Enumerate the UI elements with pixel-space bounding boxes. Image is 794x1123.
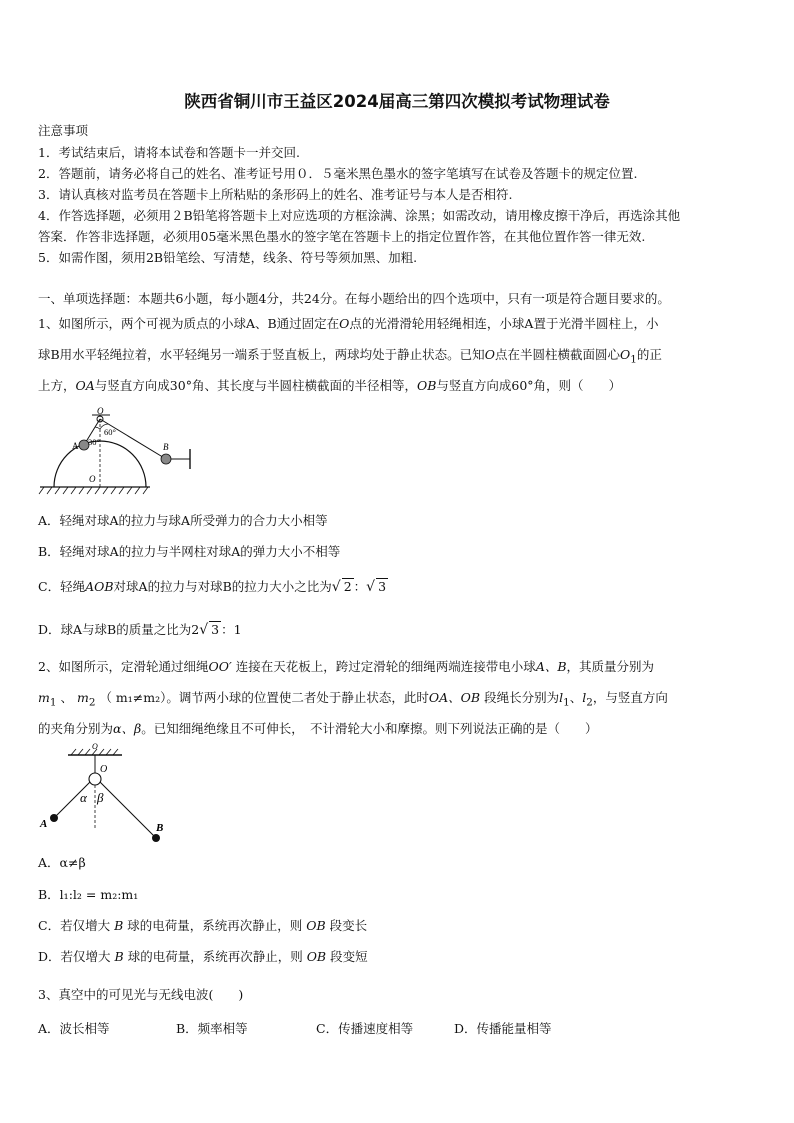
q2-stem-line-2: $m_1$ 、 $m_2$ （ m₁≠m₂）。调节两小球的位置使二者处于静止状态，此时OA、OB 段绳长分别为$l_1$、$l_2$，与竖直方向 [38,690,668,709]
q1-stem-line-2: 球B用水平轻绳拉着，水平轻绳另一端系于竖直板上，两球均处于静止状态。已知O点在半圆柱横截面圆心$O_1$的正 [38,347,662,366]
q3-option-b: B．频率相等 [176,1021,248,1036]
q3-options [38,1019,552,1037]
q1-option-c: C．轻绳AOB对球A的拉力与对球B的拉力大小之比为√ 2 ：√ 3 [38,579,387,595]
q1-stem-line-3: 上方，OA与竖直方向成30°角、其长度与半圆柱横截面的半径相等，OB与竖直方向成60°角，则（ ） [38,378,622,393]
q2-fig-label-o-top: O [92,742,98,751]
q2-fig-beta: β [97,790,104,805]
q3-option-c: C．传播速度相等 [316,1021,414,1036]
q1-fig-label-b: B [163,442,169,452]
q2-option-a: A．α≠β [38,855,86,870]
q1-fig-angle-60: 60° [104,427,116,437]
q1-stem-line-1: 1、如图所示，两个可视为质点的小球A、B通过固定在O点的光滑滑轮用轻绳相连，小球A置于光滑半圆柱上，小 [38,316,659,331]
q2-option-c: C．若仅增大 B 球的电荷量，系统再次静止，则 OB 段变长 [38,918,368,933]
q2-fig-label-b: B [156,822,164,834]
notice-item-3: 3．请认真核对监考员在答题卡上所粘贴的条形码上的姓名、准考证号与本人是否相符. [38,187,513,202]
q1-option-b: B．轻绳对球A的拉力与半网柱对球A的弹力大小不相等 [38,544,341,559]
q2-fig-alpha: α [80,790,87,805]
notice-heading: 注意事项 [38,123,89,138]
notice-item-4-cont: 答案．作答非选择题，必须用05毫米黑色墨水的签字笔在答题卡上的指定位置作答，在其他位置作答一律无效. [38,229,646,244]
q1-option-d: D．球A与球B的质量之比为2√ 3 ：1 [38,622,242,638]
notice-item-2: 2．答题前，请务必将自己的姓名、准考证号用０．５毫米黑色墨水的签字笔填写在试卷及答题卡的规定位置. [38,166,638,181]
notice-item-1: 1．考试结束后，请将本试卷和答题卡一并交回. [38,145,300,160]
q1-fig-label-o1: O [89,474,96,484]
notice-item-4: 4．作答选择题，必须用２B铅笔将答题卡上对应选项的方框涂满、涂黑；如需改动，请用橡皮擦干净后，再选涂其他 [38,208,681,223]
q2-fig-label-a: A [40,818,48,830]
q2-fig-label-o: O [100,764,108,775]
q1-fig-label-a: A [72,441,79,451]
q2-stem-line-3: 的夹角分别为α、β。已知细绳绝缘且不可伸长， 不计滑轮大小和摩擦。则下列说法正确的是（ ） [38,721,598,736]
q2-figure [38,741,178,849]
q1-fig-angle-30: 30° [88,437,100,447]
section-heading: 一、单项选择题：本题共6小题，每小题4分，共24分。在每小题给出的四个选项中，只有一项是符合题目要求的。 [38,291,670,306]
q1-figure [38,405,208,497]
q1-fig-label-o: O [97,406,104,416]
notice-item-5: 5．如需作图，须用2B铅笔绘、写清楚，线条、符号等须加黑、加粗. [38,250,418,265]
q3-option-a: A．波长相等 [38,1021,110,1036]
page-title: 陕西省铜川市王益区2024届高三第四次模拟考试物理试卷 [184,92,610,111]
q3-stem: 3、真空中的可见光与无线电波( ) [38,987,244,1002]
q3-option-d: D．传播能量相等 [454,1021,552,1036]
q2-option-b: B．l₁:l₂ = m₂:m₁ [38,887,139,902]
q2-option-d: D．若仅增大 B 球的电荷量，系统再次静止，则 OB 段变短 [38,949,368,964]
q1-option-a: A．轻绳对球A的拉力与球A所受弹力的合力大小相等 [38,513,328,528]
q2-stem-line-1: 2、如图所示，定滑轮通过细绳OO′ 连接在天花板上，跨过定滑轮的细绳两端连接带电小球A、B，其质量分别为 [38,659,655,674]
